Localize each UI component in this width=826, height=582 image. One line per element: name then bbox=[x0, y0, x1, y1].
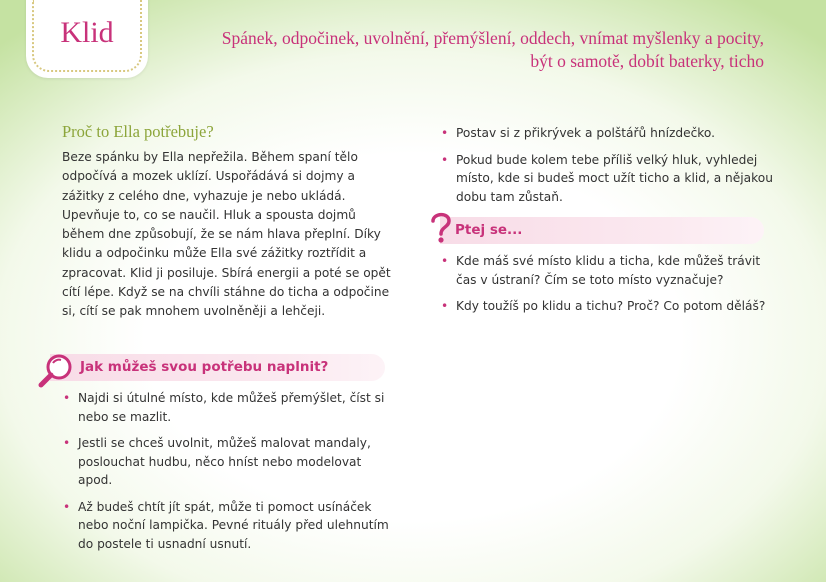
list-item: • Až budeš chtít jít spát, může ti pomoct usínáček nebo noční lampička. Pevné rituály před ulehnutím do postele ti usnadní usnutí. bbox=[62, 498, 397, 554]
page-subtitle: Spánek, odpočinek, uvolnění, přemýšlení, oddech, vnímat myšlenky a pocity, být o samotě, dobít baterky, ticho bbox=[221, 28, 764, 71]
ask-list bbox=[440, 252, 775, 324]
list-item: • Pokud bude kolem tebe příliš velký hluk, vyhledej místo, kde si budeš moct užít ticho a klid, a nějakou dobu tam zůstaň. bbox=[440, 151, 775, 207]
how-list bbox=[62, 389, 397, 561]
why-heading: Proč to Ella potřebuje? bbox=[62, 122, 214, 141]
question-mark-icon bbox=[427, 209, 455, 245]
title-card bbox=[26, 0, 148, 78]
how-heading: Jak můžeš svou potřebu naplnit? bbox=[80, 359, 329, 375]
page-title: Klid bbox=[60, 16, 114, 49]
why-text: Beze spánku by Ella nepřežila. Během spaní tělo odpočívá a mozek uklízí. Uspořádává si dojmy a zážitky z celého dne, vyhazuje je nebo ukládá. Upevňuje to, co se naučil. Hluk a spousta dojmů během dne způsobují, že se nám hlava přeplní. Díky klidu a odpočinku může Ella své zážitky roztřídit a zpracovat. Klid ji posiluje. Sbírá energii a poté se opět cítí lépe. Když se na chvíli stáhne do ticha a odpočine si, cítí se pak mnohem uvolněněji a lehčeji. bbox=[62, 150, 391, 319]
magnifier-icon bbox=[36, 353, 76, 389]
list-item: • Kde máš své místo klidu a ticha, kde můžeš trávit čas v ústraní? Čím se toto místo vyznačuje? bbox=[440, 252, 775, 289]
list-item: • Jestli se chceš uvolnit, můžeš malovat mandaly, poslouchat hudbu, něco hníst nebo modelovat apod. bbox=[62, 434, 397, 490]
how-list-continued bbox=[440, 124, 775, 214]
list-item: • Najdi si útulné místo, kde můžeš přemýšlet, číst si nebo se mazlit. bbox=[62, 389, 397, 426]
list-item: • Postav si z přikrývek a polštářů hnízdečko. bbox=[440, 124, 775, 143]
ask-heading: Ptej se... bbox=[455, 222, 523, 238]
list-item: • Kdy toužíš po klidu a tichu? Proč? Co potom děláš? bbox=[440, 297, 775, 316]
